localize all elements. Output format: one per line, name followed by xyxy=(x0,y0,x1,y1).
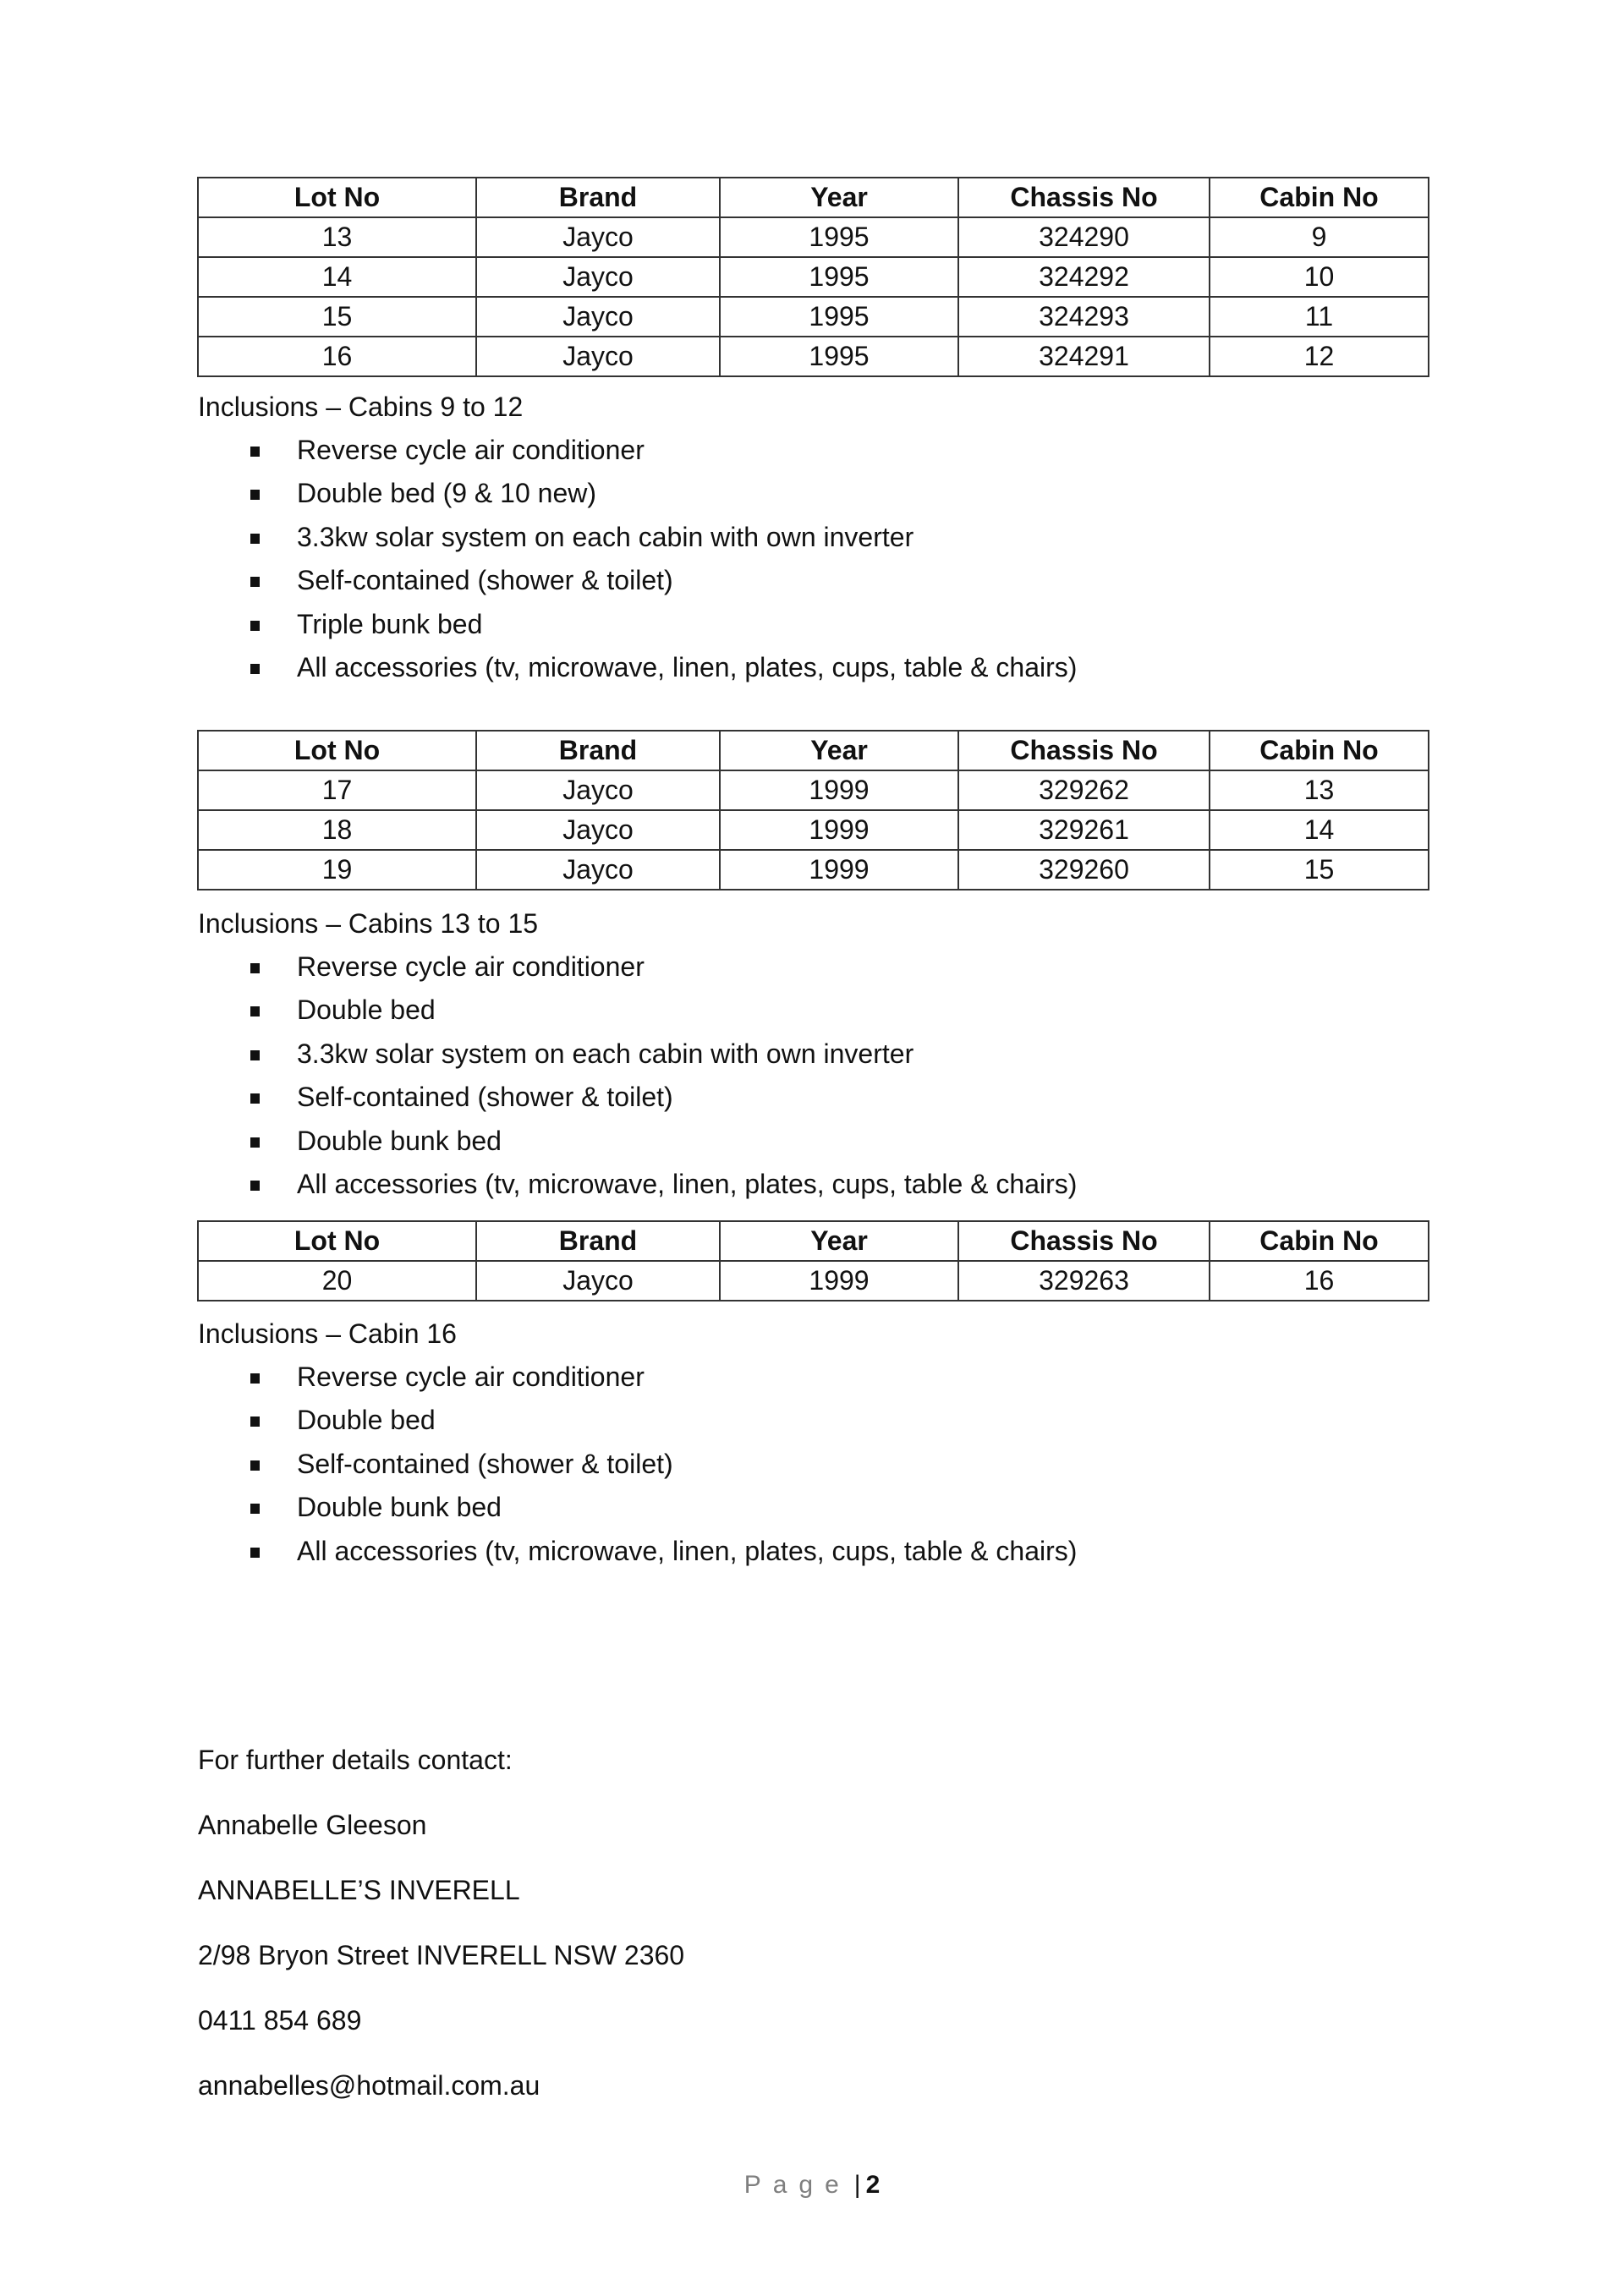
cell-year: 1995 xyxy=(720,337,958,376)
cell-brand: Jayco xyxy=(476,810,720,850)
inclusions-list-3 xyxy=(0,1356,1077,1573)
list-item: Double bunk bed xyxy=(0,1486,1077,1529)
table-row xyxy=(198,1261,1429,1301)
inclusions-list-1 xyxy=(0,429,1077,689)
list-item: 3.3kw solar system on each cabin with own inverter xyxy=(0,1033,1077,1076)
header-brand: Brand xyxy=(476,731,720,770)
page-label: Page xyxy=(743,2171,851,2199)
contact-business: ANNABELLE’S INVERELL xyxy=(198,1875,520,1905)
table-header-row xyxy=(198,1221,1429,1261)
header-brand: Brand xyxy=(476,178,720,217)
list-item: Double bunk bed xyxy=(0,1120,1077,1163)
cell-year: 1999 xyxy=(720,1261,958,1301)
cell-chassis-no: 329261 xyxy=(958,810,1210,850)
square-bullet-icon xyxy=(250,1373,260,1384)
page-footer xyxy=(0,2170,1624,2200)
list-item: Double bed (9 & 10 new) xyxy=(0,472,1077,515)
header-cabin-no: Cabin No xyxy=(1210,731,1429,770)
cell-cabin-no: 15 xyxy=(1210,850,1429,890)
cell-lot-no: 15 xyxy=(198,297,476,337)
cell-year: 1995 xyxy=(720,257,958,297)
header-chassis-no: Chassis No xyxy=(958,178,1210,217)
list-item: Self-contained (shower & toilet) xyxy=(0,1076,1077,1119)
header-year: Year xyxy=(720,178,958,217)
page-separator: | xyxy=(853,2171,861,2199)
table-row xyxy=(198,337,1429,376)
contact-name: Annabelle Gleeson xyxy=(198,1810,427,1840)
cell-brand: Jayco xyxy=(476,297,720,337)
table-header-row xyxy=(198,731,1429,770)
page-number: 2 xyxy=(865,2171,881,2199)
table-header-row xyxy=(198,178,1429,217)
table-row xyxy=(198,257,1429,297)
inclusions-list-2 xyxy=(0,945,1077,1206)
cell-chassis-no: 324293 xyxy=(958,297,1210,337)
square-bullet-icon xyxy=(250,963,260,973)
cell-lot-no: 14 xyxy=(198,257,476,297)
lots-table-1 xyxy=(197,177,1429,377)
square-bullet-icon xyxy=(250,1050,260,1060)
square-bullet-icon xyxy=(250,1417,260,1427)
cell-brand: Jayco xyxy=(476,337,720,376)
cell-lot-no: 17 xyxy=(198,770,476,810)
inclusions-title-2: Inclusions – Cabins 13 to 15 xyxy=(198,908,539,939)
cell-chassis-no: 324290 xyxy=(958,217,1210,257)
contact-intro: For further details contact: xyxy=(198,1745,513,1775)
header-cabin-no: Cabin No xyxy=(1210,1221,1429,1261)
lots-table-2 xyxy=(197,730,1429,890)
cell-brand: Jayco xyxy=(476,850,720,890)
list-item: Double bed xyxy=(0,1399,1077,1442)
cell-brand: Jayco xyxy=(476,770,720,810)
list-item: Self-contained (shower & toilet) xyxy=(0,559,1077,602)
cell-year: 1999 xyxy=(720,850,958,890)
contact-phone: 0411 854 689 xyxy=(198,2005,362,2036)
cell-lot-no: 13 xyxy=(198,217,476,257)
list-item: All accessories (tv, microwave, linen, plates, cups, table & chairs) xyxy=(0,1530,1077,1573)
square-bullet-icon xyxy=(250,621,260,631)
contact-email[interactable]: annabelles@hotmail.com.au xyxy=(198,2070,540,2101)
list-item: Self-contained (shower & toilet) xyxy=(0,1443,1077,1486)
list-item: All accessories (tv, microwave, linen, plates, cups, table & chairs) xyxy=(0,646,1077,689)
cell-chassis-no: 329260 xyxy=(958,850,1210,890)
square-bullet-icon xyxy=(250,1460,260,1471)
square-bullet-icon xyxy=(250,1137,260,1148)
header-year: Year xyxy=(720,1221,958,1261)
table-row xyxy=(198,810,1429,850)
header-chassis-no: Chassis No xyxy=(958,1221,1210,1261)
cell-cabin-no: 12 xyxy=(1210,337,1429,376)
header-lot-no: Lot No xyxy=(198,178,476,217)
list-item: Double bed xyxy=(0,989,1077,1032)
cell-cabin-no: 14 xyxy=(1210,810,1429,850)
list-item: Reverse cycle air conditioner xyxy=(0,1356,1077,1399)
cell-year: 1995 xyxy=(720,297,958,337)
list-item: Reverse cycle air conditioner xyxy=(0,945,1077,989)
square-bullet-icon xyxy=(250,1093,260,1104)
cell-chassis-no: 324291 xyxy=(958,337,1210,376)
lots-table-3 xyxy=(197,1220,1429,1301)
square-bullet-icon xyxy=(250,664,260,674)
cell-brand: Jayco xyxy=(476,257,720,297)
cell-lot-no: 20 xyxy=(198,1261,476,1301)
table-row xyxy=(198,770,1429,810)
cell-year: 1999 xyxy=(720,770,958,810)
cell-year: 1995 xyxy=(720,217,958,257)
square-bullet-icon xyxy=(250,490,260,500)
header-lot-no: Lot No xyxy=(198,731,476,770)
inclusions-title-3: Inclusions – Cabin 16 xyxy=(198,1318,457,1349)
square-bullet-icon xyxy=(250,447,260,457)
cell-chassis-no: 324292 xyxy=(958,257,1210,297)
header-cabin-no: Cabin No xyxy=(1210,178,1429,217)
header-brand: Brand xyxy=(476,1221,720,1261)
cell-brand: Jayco xyxy=(476,1261,720,1301)
cell-chassis-no: 329263 xyxy=(958,1261,1210,1301)
cell-lot-no: 16 xyxy=(198,337,476,376)
cell-cabin-no: 11 xyxy=(1210,297,1429,337)
list-item: 3.3kw solar system on each cabin with own inverter xyxy=(0,516,1077,559)
list-item: Reverse cycle air conditioner xyxy=(0,429,1077,472)
list-item: Triple bunk bed xyxy=(0,603,1077,646)
cell-lot-no: 18 xyxy=(198,810,476,850)
square-bullet-icon xyxy=(250,577,260,587)
list-item: All accessories (tv, microwave, linen, plates, cups, table & chairs) xyxy=(0,1163,1077,1206)
cell-cabin-no: 13 xyxy=(1210,770,1429,810)
cell-year: 1999 xyxy=(720,810,958,850)
header-chassis-no: Chassis No xyxy=(958,731,1210,770)
square-bullet-icon xyxy=(250,1181,260,1191)
header-lot-no: Lot No xyxy=(198,1221,476,1261)
cell-cabin-no: 10 xyxy=(1210,257,1429,297)
table-row xyxy=(198,297,1429,337)
square-bullet-icon xyxy=(250,534,260,544)
square-bullet-icon xyxy=(250,1006,260,1016)
cell-cabin-no: 16 xyxy=(1210,1261,1429,1301)
cell-brand: Jayco xyxy=(476,217,720,257)
table-row xyxy=(198,217,1429,257)
header-year: Year xyxy=(720,731,958,770)
square-bullet-icon xyxy=(250,1548,260,1558)
cell-chassis-no: 329262 xyxy=(958,770,1210,810)
square-bullet-icon xyxy=(250,1504,260,1514)
table-row xyxy=(198,850,1429,890)
cell-cabin-no: 9 xyxy=(1210,217,1429,257)
cell-lot-no: 19 xyxy=(198,850,476,890)
inclusions-title-1: Inclusions – Cabins 9 to 12 xyxy=(198,392,524,422)
contact-address: 2/98 Bryon Street INVERELL NSW 2360 xyxy=(198,1940,685,1970)
